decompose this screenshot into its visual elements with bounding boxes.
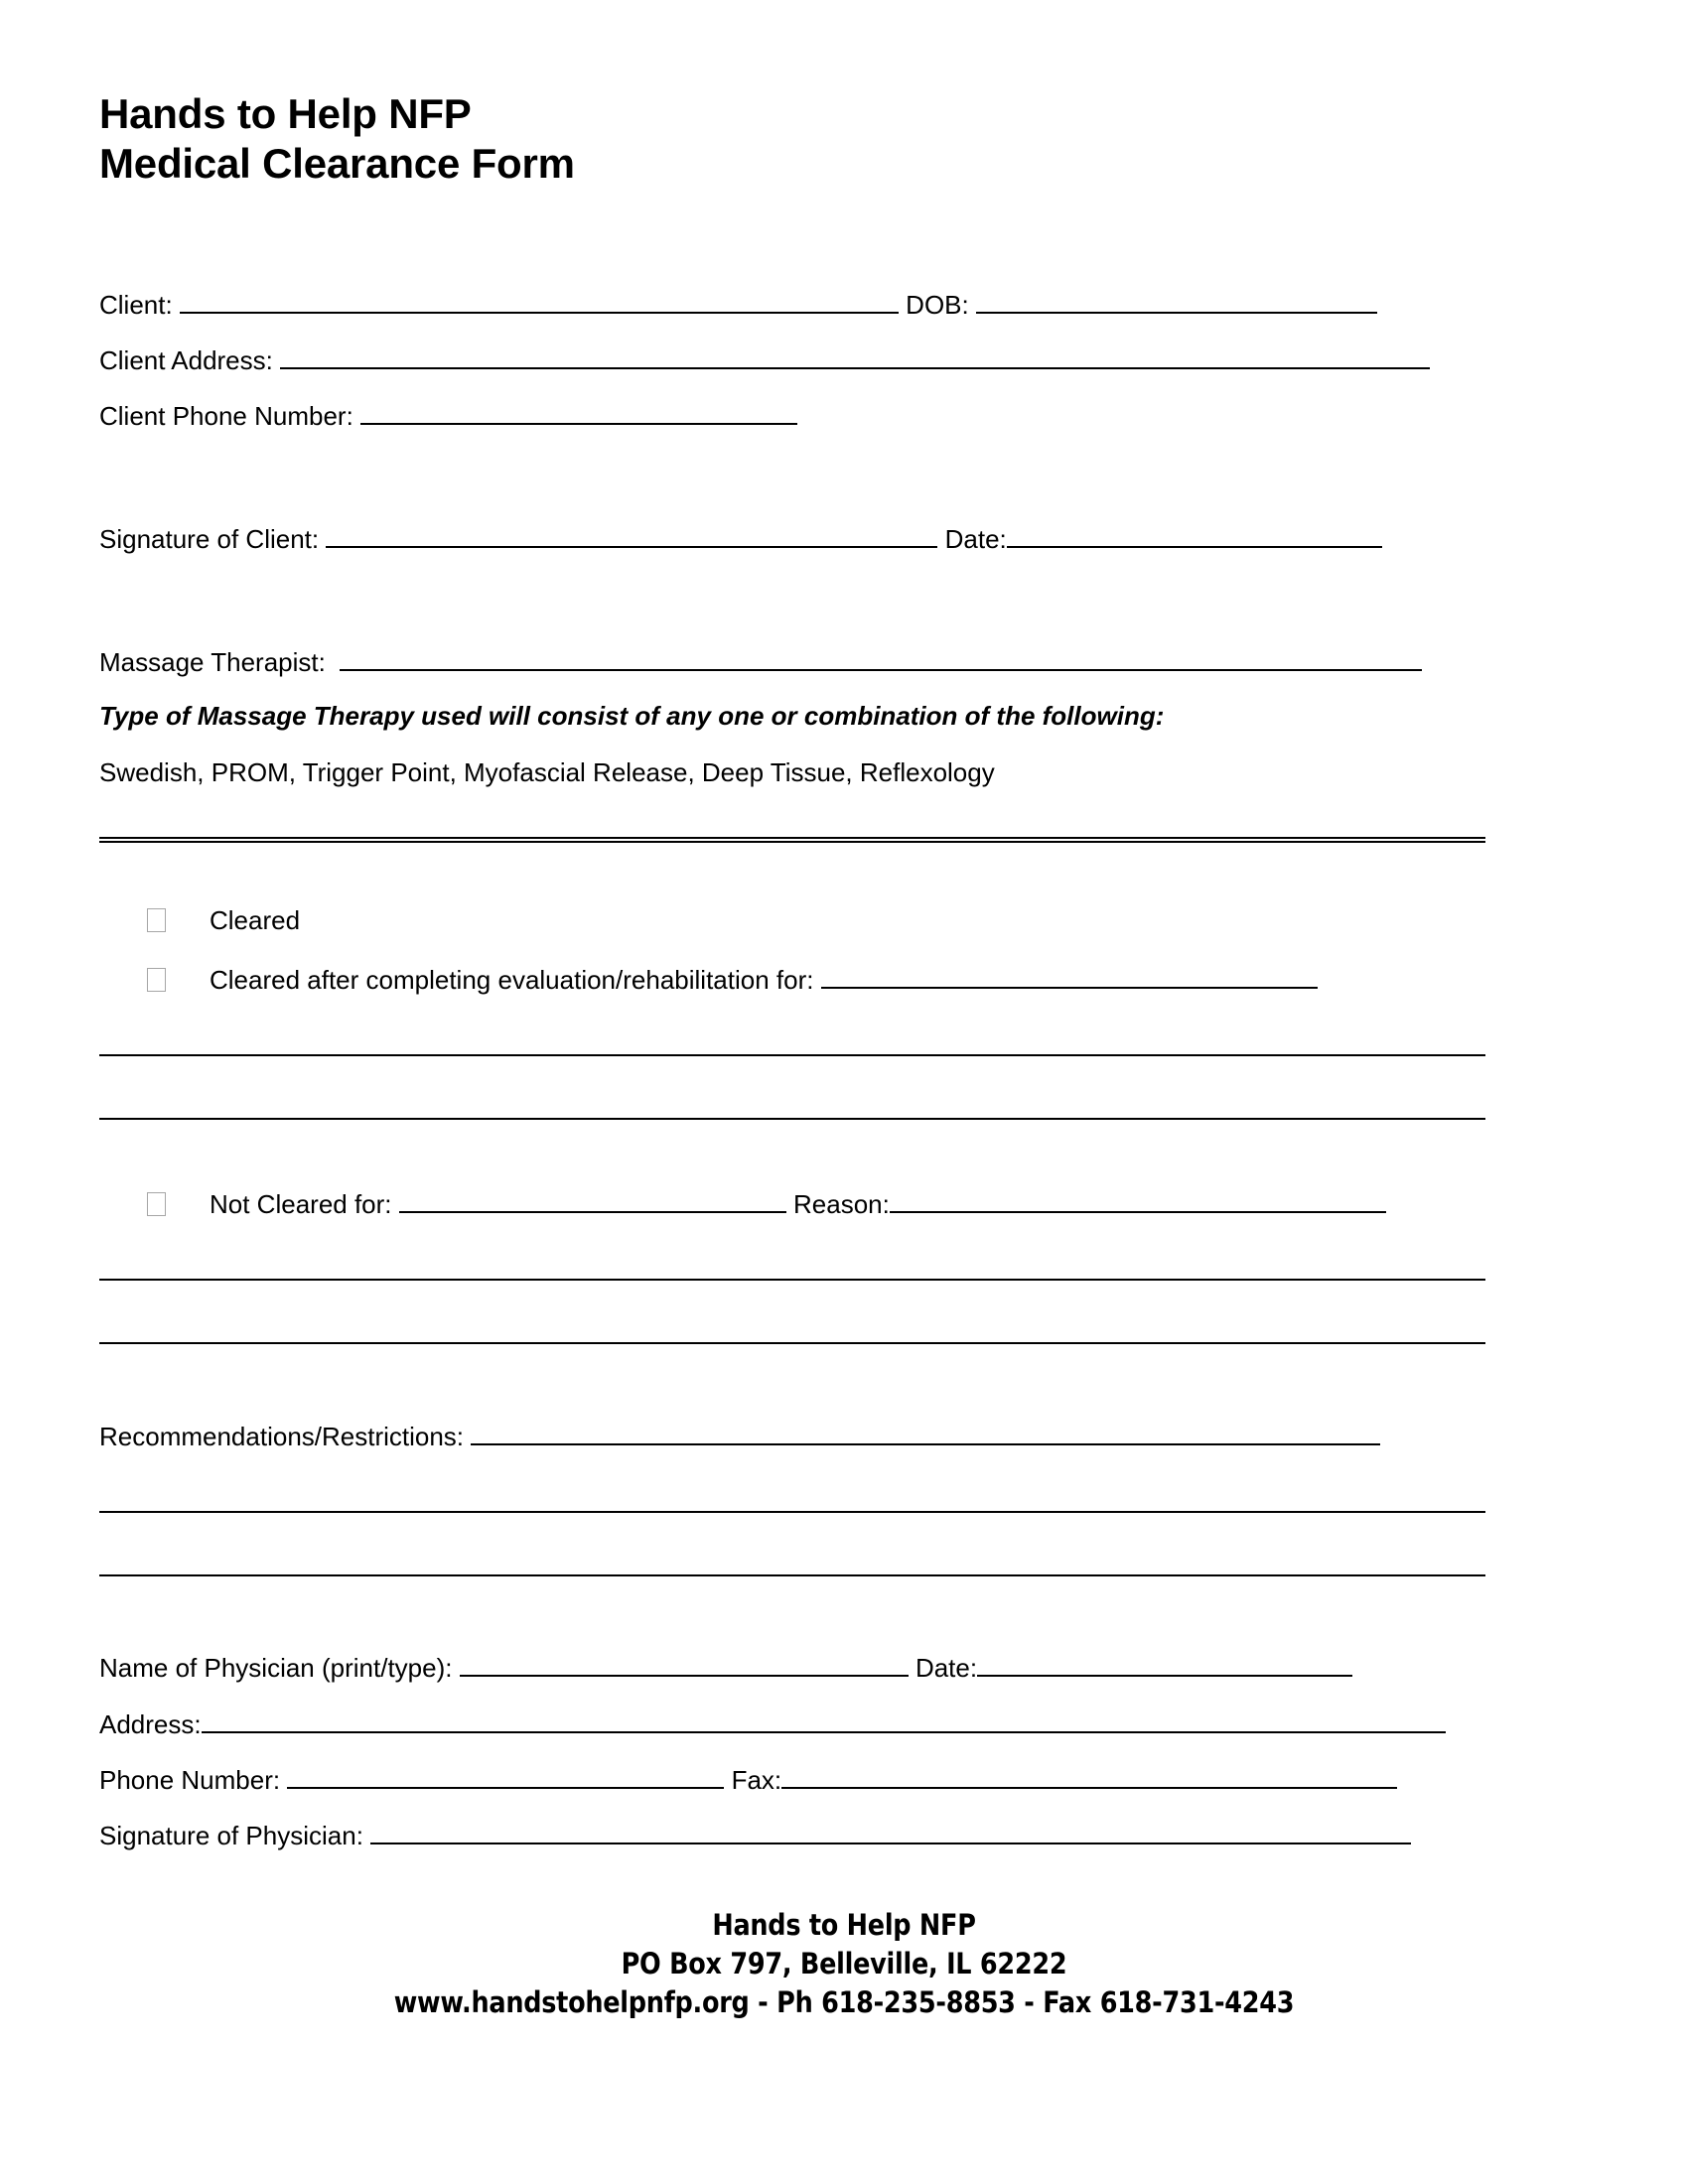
physician-fax-label: Fax: (731, 1765, 782, 1795)
physician-fax-blank[interactable] (781, 1765, 1397, 1789)
recommendations-row (99, 1422, 1380, 1449)
spacer (899, 292, 906, 318)
physician-signature-label: Signature of Physician: (99, 1821, 363, 1850)
client-label: Client: (99, 290, 173, 320)
title-line-1: Hands to Help NFP (99, 90, 472, 137)
client-signature-label: Signature of Client: (99, 524, 320, 554)
massage-therapist-label: Massage Therapist: (99, 647, 326, 677)
physician-date-blank[interactable] (977, 1653, 1352, 1677)
spacer (173, 292, 180, 318)
physician-address-row (99, 1709, 1446, 1737)
client-address-label: Client Address: (99, 345, 273, 375)
not-cleared-label: Not Cleared for: (210, 1189, 392, 1219)
checkbox-not-cleared-icon[interactable] (147, 1192, 166, 1216)
client-signature-row (99, 524, 1382, 552)
footer-address: PO Box 797, Belleville, IL 62222 (621, 1947, 1067, 1981)
dob-label: DOB: (906, 290, 969, 320)
modalities-intro-text: Type of Massage Therapy used will consist of any one or combination of the following: (99, 701, 1165, 731)
client-date-label: Date: (944, 524, 1007, 554)
physician-phone-row (99, 1765, 1397, 1793)
physician-signature-row (99, 1821, 1411, 1848)
massage-therapist-row (99, 647, 1422, 675)
physician-name-row (99, 1653, 1352, 1681)
checkbox-cleared-icon[interactable] (147, 908, 166, 932)
spacer (909, 1655, 915, 1681)
spacer (280, 1767, 287, 1793)
spacer (392, 1189, 399, 1220)
not-cleared-blank[interactable] (399, 1189, 786, 1213)
form-title (99, 89, 575, 188)
spacer (452, 1655, 459, 1681)
client-phone-row (99, 401, 797, 429)
client-signature-blank[interactable] (326, 524, 937, 548)
cleared-after-option-row[interactable] (147, 965, 1318, 996)
cleared-after-continuation-line-2[interactable] (99, 1118, 1485, 1120)
recommendations-continuation-line-1[interactable] (99, 1511, 1485, 1513)
physician-address-blank[interactable] (202, 1709, 1446, 1733)
spacer (937, 526, 944, 552)
spacer (813, 965, 820, 996)
client-address-blank[interactable] (280, 345, 1430, 369)
recommendations-label: Recommendations/Restrictions: (99, 1422, 465, 1451)
spacer (273, 347, 280, 373)
footer-contact: www.handstohelpnfp.org - Ph 618-235-8853 - Fax 618-731-4243 (393, 1985, 1295, 2020)
physician-name-blank[interactable] (460, 1653, 909, 1677)
spacer (464, 1424, 471, 1449)
client-phone-label: Client Phone Number: (99, 401, 353, 431)
checkbox-cleared-after-icon[interactable] (147, 968, 166, 992)
dob-blank[interactable] (976, 290, 1377, 314)
not-cleared-continuation-line-2[interactable] (99, 1342, 1485, 1344)
spacer (319, 526, 326, 552)
physician-phone-label: Phone Number: (99, 1765, 281, 1795)
client-address-row (99, 345, 1430, 373)
not-cleared-continuation-line-1[interactable] (99, 1279, 1485, 1281)
modalities-list-text: Swedish, PROM, Trigger Point, Myofascial Release, Deep Tissue, Reflexology (99, 757, 995, 787)
cleared-after-blank[interactable] (821, 965, 1318, 989)
spacer (363, 1823, 370, 1848)
cleared-option-row[interactable] (147, 905, 300, 936)
spacer (326, 649, 340, 675)
physician-address-label: Address: (99, 1709, 202, 1739)
spacer (786, 1189, 793, 1220)
client-phone-blank[interactable] (360, 401, 797, 425)
spacer (353, 403, 360, 429)
recommendations-continuation-line-2[interactable] (99, 1574, 1485, 1576)
recommendations-blank[interactable] (471, 1422, 1380, 1445)
title-line-2: Medical Clearance Form (99, 139, 575, 187)
physician-phone-blank[interactable] (287, 1765, 724, 1789)
footer-org-name: Hands to Help NFP (712, 1908, 976, 1942)
spacer (724, 1767, 731, 1793)
physician-name-label: Name of Physician (print/type): (99, 1653, 453, 1683)
client-name-blank[interactable] (180, 290, 899, 314)
modalities-list-row (99, 759, 995, 785)
form-footer (0, 1906, 1688, 2022)
reason-blank[interactable] (890, 1189, 1386, 1213)
cleared-after-continuation-line-1[interactable] (99, 1054, 1485, 1056)
massage-therapist-blank[interactable] (340, 647, 1422, 671)
modalities-intro-row (99, 703, 1164, 729)
client-name-row (99, 290, 1377, 318)
not-cleared-option-row[interactable] (147, 1189, 1386, 1220)
section-divider (99, 837, 1485, 843)
reason-label: Reason: (793, 1189, 890, 1219)
physician-signature-blank[interactable] (370, 1821, 1411, 1844)
cleared-after-label: Cleared after completing evaluation/rehabilitation for: (210, 965, 814, 995)
spacer (969, 292, 976, 318)
client-date-blank[interactable] (1007, 524, 1382, 548)
cleared-label: Cleared (210, 905, 301, 935)
physician-date-label: Date: (914, 1653, 978, 1683)
